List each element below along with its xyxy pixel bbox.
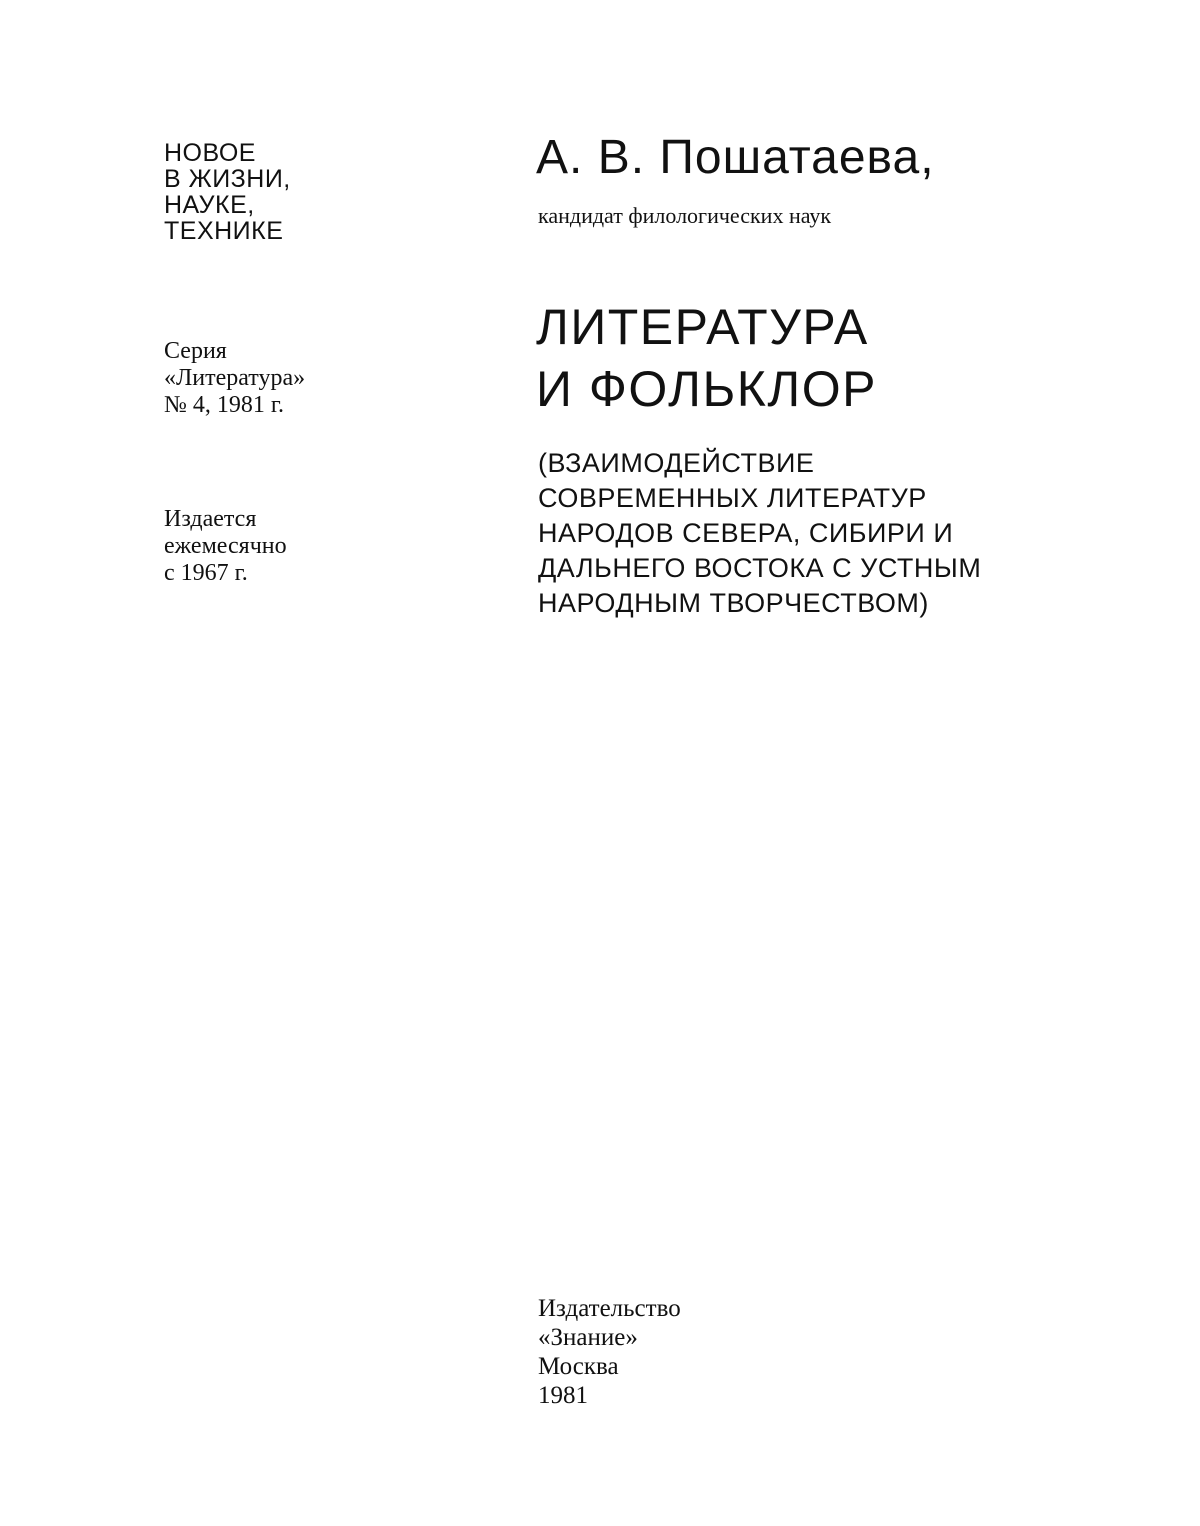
book-title-line: И ФОЛЬКЛОР	[536, 361, 877, 417]
imprint-line: Москва	[538, 1353, 619, 1380]
publishing-frequency	[164, 506, 287, 587]
series-info-line: Серия	[164, 338, 227, 364]
series-name-line: В ЖИЗНИ,	[164, 165, 291, 193]
series-name-line: ТЕХНИКЕ	[164, 217, 284, 245]
book-subtitle-line: НАРОДНЫМ ТВОРЧЕСТВОМ)	[538, 588, 929, 618]
book-title	[536, 296, 877, 420]
book-subtitle	[538, 446, 981, 621]
imprint-line: 1981	[538, 1382, 588, 1409]
series-info-line: «Литература»	[164, 365, 306, 391]
series-name	[164, 140, 464, 244]
publishing-frequency-line: ежемесячно	[164, 533, 287, 559]
author-degree: кандидат филологических наук	[538, 203, 832, 228]
book-subtitle-line: НАРОДОВ СЕВЕРА, СИБИРИ И	[538, 518, 954, 548]
series-name-line: НОВОЕ	[164, 139, 256, 167]
book-subtitle-line: (ВЗАИМОДЕЙСТВИЕ	[538, 448, 815, 478]
book-title-line: ЛИТЕРАТУРА	[536, 299, 869, 355]
book-subtitle-line: ДАЛЬНЕГО ВОСТОКА С УСТНЫМ	[538, 553, 982, 583]
imprint-line: Издательство	[538, 1295, 681, 1322]
publishing-frequency-line: Издается	[164, 506, 257, 532]
publishing-frequency-line: с 1967 г.	[164, 560, 248, 586]
book-subtitle-line: СОВРЕМЕННЫХ ЛИТЕРАТУР	[538, 483, 927, 513]
series-name-line: НАУКЕ,	[164, 191, 255, 219]
imprint-line: «Знание»	[538, 1324, 638, 1351]
publisher-imprint	[538, 1294, 681, 1410]
author-name: А. В. Пошатаева,	[536, 131, 935, 184]
series-info-line: № 4, 1981 г.	[164, 392, 285, 418]
series-info	[164, 338, 305, 419]
